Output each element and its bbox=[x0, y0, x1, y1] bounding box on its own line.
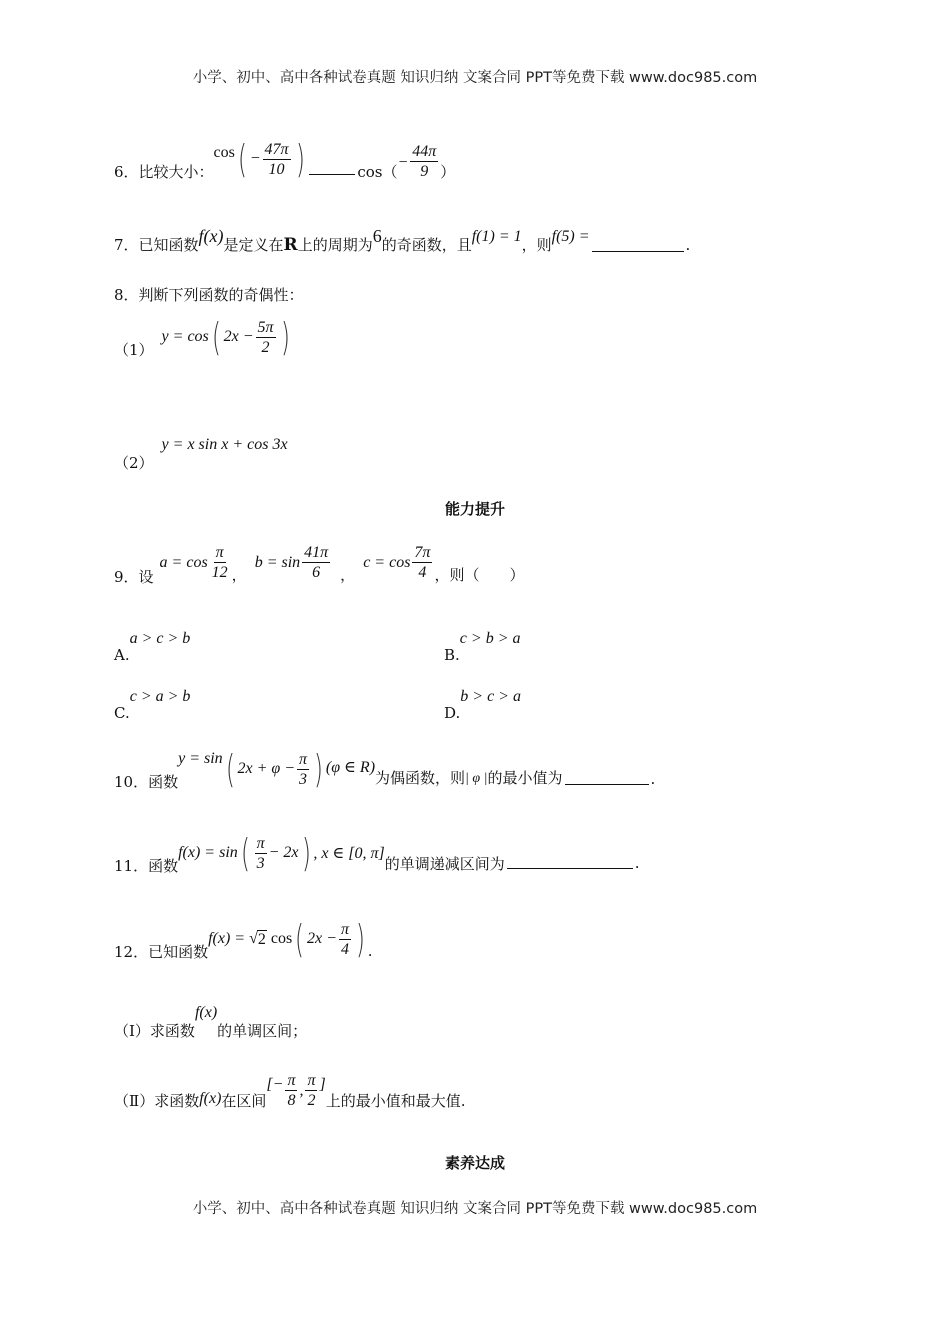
section-title-literacy: 素养达成 bbox=[444, 1154, 505, 1172]
q6-left-paren: ( bbox=[237, 137, 247, 181]
option-b[interactable]: B. c > b > a bbox=[444, 630, 521, 664]
sqrt-2: 2 bbox=[257, 930, 266, 948]
question-8-part-2: （2） y = x sin x + cos 3x bbox=[114, 435, 288, 472]
q7-fx: f(x) bbox=[198, 226, 224, 246]
question-8-part-1: （1） y = cos ( 2x − $\frac{5\pi}{2}$ ) bbox=[114, 315, 290, 359]
q6-number: 6．比较大小： bbox=[114, 162, 214, 181]
page-footer: 小学、初中、高中各种试卷真题 知识归纳 文案合同 PPT等免费下载 www.doc985.com bbox=[192, 1201, 758, 1217]
question-12: 12．已知函数 f(x) = √ 2 cos ( 2x − $\frac{\pi}{4}$ ) . bbox=[114, 917, 373, 961]
page-header: 小学、初中、高中各种试卷真题 知识归纳 文案合同 PPT等免费下载 www.doc985.com bbox=[192, 70, 758, 86]
section-title-ability: 能力提升 bbox=[444, 500, 505, 518]
question-12-part-i: （Ⅰ）求函数 f(x) 的单调区间； bbox=[114, 1003, 308, 1040]
q6-answer-blank[interactable] bbox=[309, 160, 355, 175]
q6-cos-left: cos bbox=[213, 144, 235, 161]
question-11: 11．函数 f(x) = sin ( $\frac{\pi}{3}$ − 2x ) , x ∈ [0, π] 的单调递减区间为 . bbox=[114, 831, 640, 875]
q6-fraction-1: $\frac{47\pi}{10}$ bbox=[264, 140, 289, 178]
q7-ask: f(5) = bbox=[551, 227, 590, 245]
option-c[interactable]: C. c > a > b bbox=[114, 688, 191, 722]
question-6: 6．比较大小： cos ( − $\frac{47\pi}{10}$ ) cos（ − $\frac{44\pi}{9}$ ） bbox=[114, 137, 456, 181]
question-8: 8．判断下列函数的奇偶性： bbox=[114, 286, 304, 304]
q7-condition: f(1) = 1 bbox=[471, 227, 522, 245]
option-d[interactable]: D. b > c > a bbox=[444, 688, 521, 722]
q7-answer-blank[interactable] bbox=[592, 237, 684, 252]
question-7: 7．已知函数 f(x) 是定义在 R 上的周期为 6 的奇函数，且 f(1) = 1 ，则 f(5) = . bbox=[114, 226, 691, 255]
question-12-part-ii: （Ⅱ）求函数 f(x) 在区间 [− $\frac{\pi}{8}$ , $\frac{\pi}{2}$ ] 上的最小值和最大值. bbox=[114, 1072, 466, 1110]
q11-answer-blank[interactable] bbox=[507, 854, 633, 869]
q6-right-paren: ) bbox=[295, 137, 305, 181]
q10-answer-blank[interactable] bbox=[565, 770, 649, 785]
option-a[interactable]: A. a > c > b bbox=[114, 630, 191, 664]
q6-fraction-2: $\frac{44\pi}{9}$ bbox=[412, 142, 437, 180]
question-10: 10．函数 y = sin ( 2x + φ − $\frac{\pi}{3}$ ) (φ ∈ R) 为偶函数，则 | φ | 的最小值为 . bbox=[114, 747, 656, 791]
question-9: 9．设 a = cos $\frac{\pi}{12}$ ， b = sin $\frac{41\pi}{6}$ ， c = cos $\frac{7\pi}{4}$ ，则（ ） bbox=[114, 544, 525, 586]
